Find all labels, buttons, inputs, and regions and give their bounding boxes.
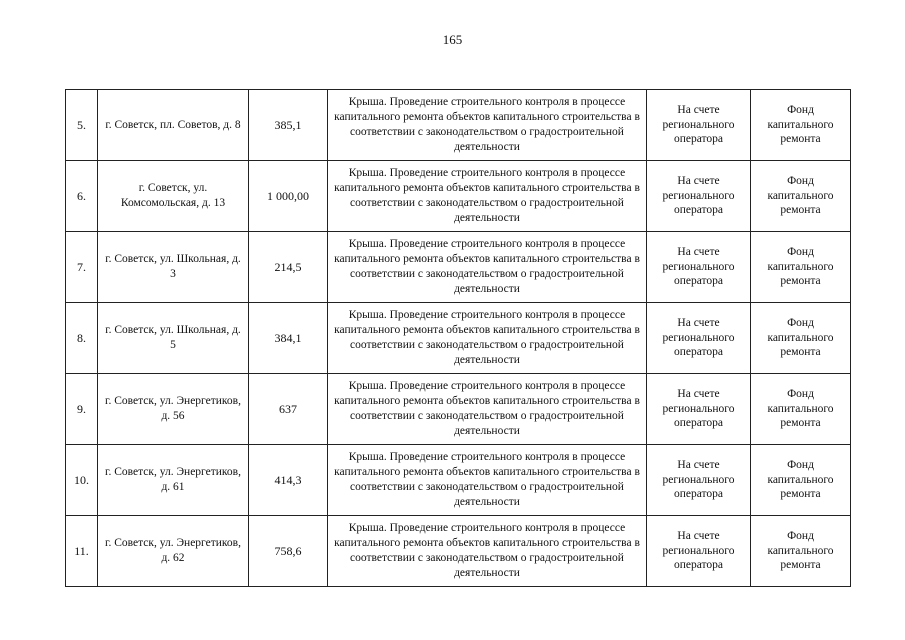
table-row [66, 374, 851, 445]
area-cell: 1 000,00 [249, 161, 328, 232]
area-cell: 385,1 [249, 90, 328, 161]
row-number-cell: 7. [66, 232, 98, 303]
work-type-cell: Крыша. Проведение строительного контроля в процессе капитального ремонта объектов капитального строительства в соответствии с законодательством о градостроительной деятельности [328, 445, 647, 516]
work-type-cell: Крыша. Проведение строительного контроля в процессе капитального ремонта объектов капитального строительства в соответствии с законодательством о градостроительной деятельности [328, 90, 647, 161]
table-row [66, 161, 851, 232]
row-number-cell: 8. [66, 303, 98, 374]
funding-source-cell: Фонд капитального ремонта [751, 374, 851, 445]
work-type-cell: Крыша. Проведение строительного контроля в процессе капитального ремонта объектов капитального строительства в соответствии с законодательством о градостроительной деятельности [328, 161, 647, 232]
account-cell: На счете регионального оператора [647, 161, 751, 232]
area-cell: 637 [249, 374, 328, 445]
repair-table [65, 89, 851, 587]
account-cell: На счете регионального оператора [647, 516, 751, 587]
row-number-cell: 10. [66, 445, 98, 516]
work-type-cell: Крыша. Проведение строительного контроля в процессе капитального ремонта объектов капитального строительства в соответствии с законодательством о градостроительной деятельности [328, 232, 647, 303]
address-cell: г. Советск, ул. Школьная, д. 3 [98, 232, 249, 303]
table-row [66, 445, 851, 516]
row-number-cell: 6. [66, 161, 98, 232]
funding-source-cell: Фонд капитального ремонта [751, 232, 851, 303]
funding-source-cell: Фонд капитального ремонта [751, 516, 851, 587]
area-cell: 214,5 [249, 232, 328, 303]
address-cell: г. Советск, ул. Школьная, д. 5 [98, 303, 249, 374]
address-cell: г. Советск, ул. Энергетиков, д. 62 [98, 516, 249, 587]
funding-source-cell: Фонд капитального ремонта [751, 161, 851, 232]
funding-source-cell: Фонд капитального ремонта [751, 303, 851, 374]
work-type-cell: Крыша. Проведение строительного контроля в процессе капитального ремонта объектов капитального строительства в соответствии с законодательством о градостроительной деятельности [328, 374, 647, 445]
table-row [66, 90, 851, 161]
row-number-cell: 5. [66, 90, 98, 161]
work-type-cell: Крыша. Проведение строительного контроля в процессе капитального ремонта объектов капитального строительства в соответствии с законодательством о градостроительной деятельности [328, 303, 647, 374]
area-cell: 414,3 [249, 445, 328, 516]
area-cell: 384,1 [249, 303, 328, 374]
account-cell: На счете регионального оператора [647, 303, 751, 374]
account-cell: На счете регионального оператора [647, 374, 751, 445]
address-cell: г. Советск, ул. Комсомольская, д. 13 [98, 161, 249, 232]
page-number: 165 [442, 32, 463, 47]
account-cell: На счете регионального оператора [647, 445, 751, 516]
account-cell: На счете регионального оператора [647, 90, 751, 161]
area-cell: 758,6 [249, 516, 328, 587]
funding-source-cell: Фонд капитального ремонта [751, 445, 851, 516]
table-row [66, 232, 851, 303]
address-cell: г. Советск, ул. Энергетиков, д. 61 [98, 445, 249, 516]
table-row [66, 303, 851, 374]
address-cell: г. Советск, пл. Советов, д. 8 [98, 90, 249, 161]
address-cell: г. Советск, ул. Энергетиков, д. 56 [98, 374, 249, 445]
account-cell: На счете регионального оператора [647, 232, 751, 303]
table-row [66, 516, 851, 587]
row-number-cell: 11. [66, 516, 98, 587]
work-type-cell: Крыша. Проведение строительного контроля в процессе капитального ремонта объектов капитального строительства в соответствии с законодательством о градостроительной деятельности [328, 516, 647, 587]
funding-source-cell: Фонд капитального ремонта [751, 90, 851, 161]
row-number-cell: 9. [66, 374, 98, 445]
